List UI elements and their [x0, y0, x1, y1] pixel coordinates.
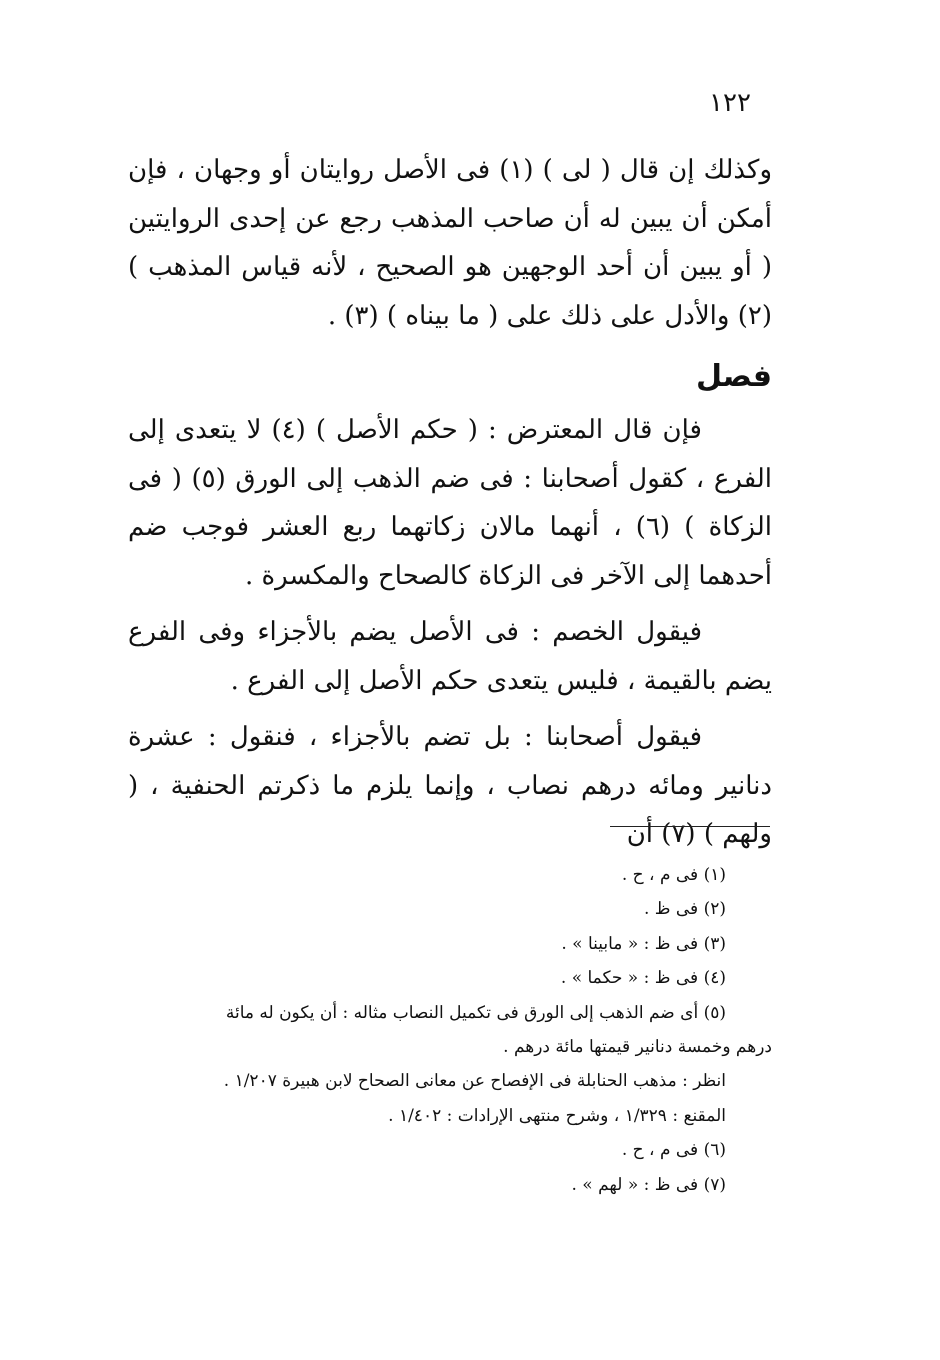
footnote-6: (٦) فى م ، ح . [621, 1140, 726, 1161]
section-heading: فصل [696, 359, 772, 394]
footnote-1: (١) فى م ، ح . [621, 865, 726, 885]
main-text [128, 146, 772, 859]
footnote-5-continuation: درهم وخمسة دنانير قيمتها مائة درهم . [503, 1037, 772, 1058]
footnotes [128, 858, 772, 1202]
footnote-5-reference-1: انظر : مذهب الحنابلة فى الإفصاح عن معانى الصحاح لابن هبيرة ١/٢٠٧ . [223, 1071, 726, 1092]
page-number: ١٢٢ [709, 88, 751, 118]
paragraph-2: فإن قال المعترض : ( حكم الأصل ) (٤) لا يتعدى إلى الفرع ، كقول أصحابنا : فى ضم الذهب إلى الورق (٥) ( فى الزكاة ) (٦) ، أنهما مالان زكاتهما ربع العشر فوجب ضم أحدهما إلى الآخر فى الزكاة كالصحاح والمكسرة . [128, 415, 772, 591]
footnote-5-reference-2: المقنع : ١/٣٢٩ ، وشرح منتهى الإرادات : ١/٤٠٢ . [388, 1105, 726, 1126]
footnote-4: (٤) فى ظ : « حكما » . [560, 968, 726, 989]
footnote-2: (٢) فى ظ . [643, 899, 726, 920]
paragraph-3: فيقول الخصم : فى الأصل يضم بالأجزاء وفى الفرع يضم بالقيمة ، فليس يتعدى حكم الأصل إلى الفرع . [128, 617, 772, 696]
paragraph-1: وكذلك إن قال ( لى ) (١) فى الأصل روايتان أو وجهان ، فإن أمكن أن يبين له أن صاحب المذهب رجع عن إحدى الروايتين ( أو يبين أن أحد الوجهين هو الصحيح ، لأنه قياس المذهب ) (٢) والأدل على ذلك على ( ما بيناه ) (٣) . [128, 155, 772, 331]
footnote-3: (٣) فى ظ : « مابينا » . [561, 933, 726, 954]
footnote-7: (٧) فى ظ : « لهم » . [571, 1174, 726, 1195]
paragraph-4: فيقول أصحابنا : بل تضم بالأجزاء ، فنقول : عشرة دنانير ومائه درهم نصاب ، وإنما يلزم ما ذكرتم الحنفية ، ( ولهم ) (٧) أن [128, 722, 772, 849]
footnote-5: (٥) أى ضم الذهب إلى الورق فى تكميل النصاب مثاله : أن يكون له مائة [225, 1002, 726, 1023]
footnote-divider [610, 826, 770, 827]
